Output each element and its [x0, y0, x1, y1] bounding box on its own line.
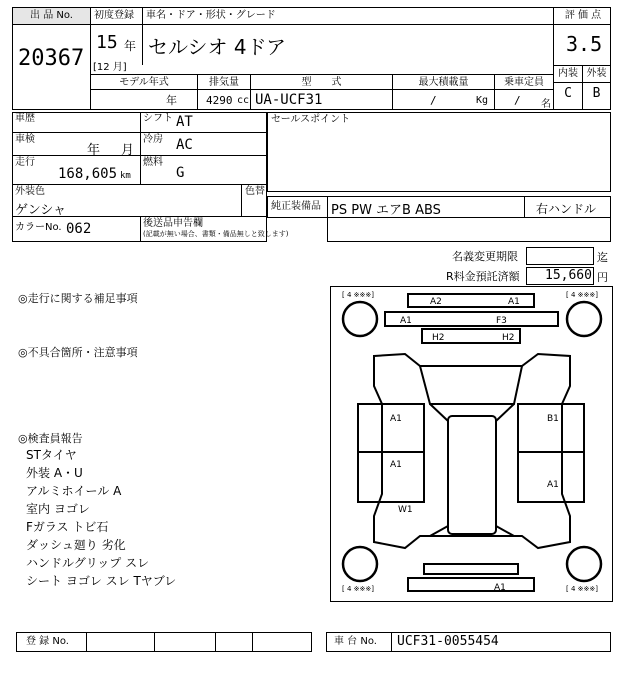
mark-front-bumper-a1: A1 — [508, 297, 520, 307]
name-change-unit: 迄 — [597, 251, 608, 264]
interior-label: 内装 — [558, 68, 578, 79]
inspector-report-line: シート ヨゴレ スレ Tヤブレ — [26, 574, 177, 588]
inspection-label: 車検 — [15, 134, 35, 145]
shift-label: シフト — [143, 113, 173, 124]
tire-rear-left — [343, 547, 377, 581]
displacement-unit: cc — [237, 95, 250, 106]
sales-points-label: セールスポイント — [271, 114, 351, 125]
color-change-label: 色替 — [245, 186, 265, 197]
defects-label: ◎不具合箇所・注意事項 — [18, 346, 138, 359]
mark-rear-left-panel: W1 — [398, 505, 413, 515]
color-no-label: カラーNo. — [15, 222, 62, 233]
aircon-label: 冷房 — [143, 134, 163, 145]
mark-rear-right-door: A1 — [547, 480, 559, 490]
load-unit: Kg — [476, 95, 489, 106]
capacity-label: 乗車定員 — [504, 77, 544, 88]
reg-no-label: 登 録 No. — [26, 636, 69, 647]
inspector-report-line: Fガラス トビ石 — [26, 520, 109, 534]
tire-label-rear-left: [ 4 ※※※] — [342, 585, 374, 593]
model-year-label: モデル年式 — [119, 77, 169, 88]
fuel-value: G — [176, 165, 185, 181]
exterior-grade: B — [592, 86, 601, 101]
color-no-value: 062 — [66, 221, 92, 237]
equipment-label: 純正装備品 — [271, 201, 321, 212]
tire-label-front-left: [ 4 ※※※] — [342, 291, 374, 299]
chassis-number: UCF31-0055454 — [397, 634, 499, 649]
recycle-unit: 円 — [597, 271, 608, 284]
history-label: 車歴 — [15, 113, 35, 124]
model-year-unit: 年 — [166, 94, 177, 107]
chassis-label: 車 台 No. — [334, 636, 377, 647]
mark-rear-bumper-a1: A1 — [494, 583, 506, 593]
shift-value: AT — [176, 114, 193, 130]
first-reg-year: 15 — [96, 32, 118, 53]
inspector-report-line: STタイヤ — [26, 448, 77, 462]
capacity-value: / — [514, 94, 521, 107]
equipment-value: PS PW エアB ABS — [331, 203, 441, 218]
tire-label-rear-right: [ 4 ※※※] — [566, 585, 598, 593]
fuel-label: 燃料 — [143, 157, 163, 168]
mark-front-bumper-a2: A2 — [430, 297, 442, 307]
tire-label-front-right: [ 4 ※※※] — [566, 291, 598, 299]
mileage-value: 168,605 — [58, 166, 118, 182]
first-reg-month: [12 月] — [93, 62, 127, 73]
displacement-label: 排気量 — [209, 77, 239, 88]
mark-hood-f3: F3 — [496, 316, 507, 326]
exterior-color-label: 外装色 — [15, 186, 45, 197]
grade-label: 評 価 点 — [564, 10, 602, 21]
type-label: 型 式 — [301, 77, 342, 88]
car-damage-diagram — [330, 286, 613, 602]
inspector-report-line: 外装 A・U — [26, 466, 83, 480]
recycle-label: R料金預託済額 — [446, 270, 520, 283]
first-reg-year-unit: 年 — [124, 39, 137, 53]
type-value: UA-UCF31 — [255, 92, 323, 108]
recycle-value: 15,660 — [545, 268, 592, 283]
inspection-month: 月 — [121, 143, 135, 158]
displacement-value: 4290 — [206, 94, 233, 107]
tire-front-right — [567, 302, 601, 336]
grade-score: 3.5 — [566, 32, 603, 56]
car-name-label: 車名・ドア・形状・グレード — [146, 10, 276, 21]
declaration-extra — [327, 218, 611, 242]
declaration-note: (記載が無い場合、書類・備品無しと致します) — [143, 230, 289, 238]
mileage-label: 走行 — [15, 157, 35, 168]
inspector-report-line: ダッシュ廻り 劣化 — [26, 538, 126, 552]
exterior-label: 外装 — [586, 68, 607, 79]
inspector-report-line: 室内 ヨゴレ — [26, 502, 90, 516]
inspection-year: 年 — [87, 143, 101, 158]
capacity-unit: 名 — [541, 99, 551, 110]
steering-value: 右ハンドル — [536, 202, 597, 216]
mileage-unit: km — [120, 171, 131, 181]
mark-front-right-door: B1 — [547, 414, 559, 424]
inspector-label: ◎検査員報告 — [18, 432, 83, 445]
aircon-value: AC — [176, 137, 193, 153]
declaration-label: 後送品申告欄 — [143, 218, 203, 229]
tire-rear-right — [567, 547, 601, 581]
mark-front-left-door: A1 — [390, 414, 402, 424]
name-change-box — [526, 247, 594, 265]
inspector-report-line: アルミホイール A — [26, 484, 122, 498]
lot-no-label: 出 品 No. — [13, 8, 90, 24]
car-name: セルシオ 4ドア — [148, 35, 286, 59]
running-remarks-label: ◎走行に関する補足事項 — [18, 292, 138, 305]
exterior-color-value: ゲンシャ — [15, 203, 67, 218]
name-change-label: 名義変更期限 — [452, 250, 518, 263]
mark-headlight-left: H2 — [432, 333, 445, 343]
mark-headlight-right: H2 — [502, 333, 515, 343]
first-reg-label: 初度登録 — [94, 10, 134, 21]
interior-grade: C — [564, 86, 572, 101]
inspector-report-line: ハンドルグリップ スレ — [26, 556, 150, 570]
mark-hood-a1: A1 — [400, 316, 412, 326]
tire-front-left — [343, 302, 377, 336]
load-label: 最大積載量 — [418, 77, 469, 88]
lot-number: 20367 — [18, 46, 85, 71]
load-value: / — [430, 94, 437, 107]
mark-rear-left-door: A1 — [390, 460, 402, 470]
